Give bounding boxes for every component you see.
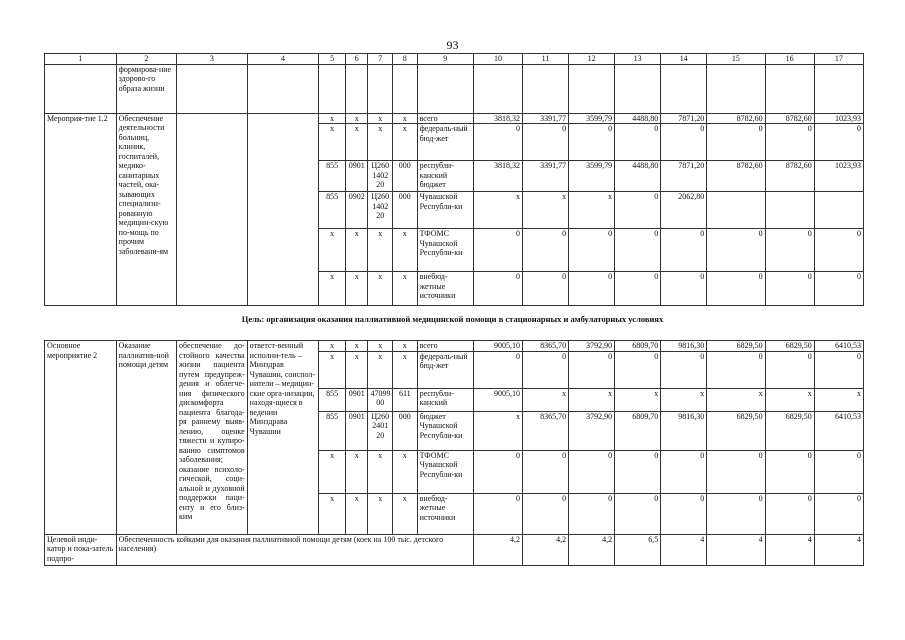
cell-value: 0	[707, 272, 765, 306]
cell-value: 0	[523, 229, 569, 272]
table-row	[45, 113, 864, 124]
cell-funding-source: всего	[417, 113, 473, 124]
column-header: 1	[45, 54, 117, 65]
column-header: 15	[707, 54, 765, 65]
cell-funding-source: республи-канский бюджет	[417, 161, 473, 192]
cell-empty	[345, 64, 368, 113]
cell-expense-type: 000	[393, 161, 418, 192]
indicator-value: 6,5	[615, 534, 661, 565]
cell-value: 3391,77	[523, 113, 569, 124]
column-header: 9	[417, 54, 473, 65]
measure-name: Мероприя-тие 1.2	[45, 113, 117, 306]
cell-value: 6829,50	[707, 411, 765, 450]
column-header: 10	[473, 54, 522, 65]
cell-value: x	[523, 388, 569, 411]
cell-target-article: 47099 00	[368, 388, 393, 411]
cell-value: 0	[615, 272, 661, 306]
cell-value: 9005,10	[473, 388, 522, 411]
cell-value: 0	[661, 124, 707, 161]
cell-funding-source: ТФОМС Чувашской Республи-ки	[417, 229, 473, 272]
cell-section: x	[345, 124, 368, 161]
cell-empty	[247, 113, 319, 306]
measure-description: обеспечение до-стойного качества жизни пациента путем предупреж-дения и облегче-ния физического дискомфорта пациента благода-ря раннему выяв-лению, оценке тяжести и купиро-ванию симптомов заболевания; оказание психоло-гической, соци-альной и духовной поддержки паци-енту и его близ-ким	[177, 341, 248, 535]
cell-value: 8782,60	[765, 113, 814, 124]
cell-value: x	[707, 388, 765, 411]
cell-value: 0	[569, 351, 615, 388]
indicator-value: 4	[661, 534, 707, 565]
column-header: 8	[393, 54, 418, 65]
column-header: 6	[345, 54, 368, 65]
cell-value: 3818,32	[473, 113, 522, 124]
indicator-label: Целевой инди-катор и пока-затель подпро-	[45, 534, 117, 565]
cell-value: 3599,79	[569, 113, 615, 124]
cell-value: 0	[814, 124, 863, 161]
cell-empty	[569, 64, 615, 113]
cell-value: 0	[707, 229, 765, 272]
cell-value: 0	[707, 493, 765, 534]
indicator-row	[45, 534, 864, 565]
cell-value: 0	[707, 450, 765, 493]
cell-value: x	[615, 388, 661, 411]
cell-value: 0	[569, 124, 615, 161]
column-header: 16	[765, 54, 814, 65]
cell-value: 0	[765, 229, 814, 272]
cell-funding-source: внебюд-жетные источники	[417, 493, 473, 534]
responsible-executor: ответст-венный исполни-тель – Минздрав Чувашии, соиспол-нители – медицин-ские орга-низации, находя-щиеся в ведении Минздрава Чувашии	[247, 341, 319, 535]
cell-section: x	[345, 341, 368, 352]
cell-value: 6809,70	[615, 411, 661, 450]
column-header: 7	[368, 54, 393, 65]
cell-value	[814, 192, 863, 229]
column-header: 5	[319, 54, 346, 65]
cell-target-article: Ц260 1402 20	[368, 192, 393, 229]
cell-value: 0	[765, 493, 814, 534]
cell-empty	[814, 64, 863, 113]
cell-grbs: 855	[319, 411, 346, 450]
cell-grbs: x	[319, 124, 346, 161]
cell-value: 0	[473, 351, 522, 388]
cell-empty	[707, 64, 765, 113]
cell-funding-source: бюджет Чувашской Республи-ки	[417, 411, 473, 450]
cell-value: 0	[569, 493, 615, 534]
cell-grbs: x	[319, 351, 346, 388]
cell-expense-type: x	[393, 341, 418, 352]
column-header: 2	[116, 54, 176, 65]
cell-value: 0	[814, 450, 863, 493]
cell-value	[765, 192, 814, 229]
cell-value: 7871,20	[661, 113, 707, 124]
cell-value: 9816,30	[661, 341, 707, 352]
cell-target-article: x	[368, 450, 393, 493]
cell-target-article: x	[368, 124, 393, 161]
cell-value: 6829,50	[765, 411, 814, 450]
cell-value: 0	[569, 272, 615, 306]
indicator-value: 4	[707, 534, 765, 565]
cell-value: 3818,32	[473, 161, 522, 192]
cell-empty	[615, 64, 661, 113]
cell-value: 0	[765, 450, 814, 493]
cell-value: 0	[523, 124, 569, 161]
cell-value: 3599,79	[569, 161, 615, 192]
cell-expense-type: x	[393, 351, 418, 388]
cell-grbs: 855	[319, 388, 346, 411]
cell-target-article: x	[368, 113, 393, 124]
cell-value: 0	[615, 124, 661, 161]
column-header: 11	[523, 54, 569, 65]
cell-expense-type: x	[393, 272, 418, 306]
cell-value: 0	[473, 272, 522, 306]
cell-value: 0	[615, 192, 661, 229]
cell-value: 0	[473, 493, 522, 534]
column-header: 13	[615, 54, 661, 65]
cell-value: 0	[615, 450, 661, 493]
cell-value: 0	[707, 351, 765, 388]
cell-value: 7871,20	[661, 161, 707, 192]
cell-value: 3792,90	[569, 411, 615, 450]
cell-value: 8782,60	[707, 161, 765, 192]
cell-value: 6410,53	[814, 411, 863, 450]
indicator-value: 4,2	[523, 534, 569, 565]
cell-grbs: 855	[319, 192, 346, 229]
cell-value: x	[569, 388, 615, 411]
measure-title: Оказание паллиатив-ной помощи детям	[116, 341, 176, 535]
cell-funding-source: Чувашской Республи-ки	[417, 192, 473, 229]
cell-value: 0	[707, 124, 765, 161]
cell-value: 9816,30	[661, 411, 707, 450]
cell-value: 8365,70	[523, 341, 569, 352]
cell-target-article: x	[368, 229, 393, 272]
cell-value: x	[473, 192, 522, 229]
indicator-text: Обеспеченность койками для оказания паллиативной помощи детям (коек на 100 тыс. детского населения)	[116, 534, 473, 565]
cell-empty	[177, 64, 248, 113]
cell-value: 0	[661, 351, 707, 388]
indicator-value: 4,2	[473, 534, 522, 565]
cell-empty	[319, 64, 346, 113]
cell-value: 8782,60	[765, 161, 814, 192]
cell-value: 0	[765, 272, 814, 306]
cell-section: x	[345, 450, 368, 493]
cell-value: 0	[814, 272, 863, 306]
cell-section: 0901	[345, 161, 368, 192]
cell-expense-type: x	[393, 124, 418, 161]
cell-empty	[368, 64, 393, 113]
cell-value: 0	[473, 124, 522, 161]
cell-value: 0	[661, 229, 707, 272]
cell-section: x	[345, 272, 368, 306]
column-header: 14	[661, 54, 707, 65]
cell-funding-source: республи-канский	[417, 388, 473, 411]
cell-continued-text: формирова-ние здорово-го образа жизни	[116, 64, 176, 113]
table-row	[45, 341, 864, 352]
cell-value: 0	[523, 450, 569, 493]
cell-value: 0	[523, 351, 569, 388]
cell-empty	[661, 64, 707, 113]
cell-grbs: x	[319, 113, 346, 124]
indicator-value: 4	[765, 534, 814, 565]
cell-value: 0	[523, 493, 569, 534]
cell-value: 4488,80	[615, 161, 661, 192]
cell-value: 1023,93	[814, 113, 863, 124]
cell-grbs: 855	[319, 161, 346, 192]
cell-value: 3792,90	[569, 341, 615, 352]
cell-value: 0	[615, 493, 661, 534]
cell-section: x	[345, 351, 368, 388]
cell-empty	[247, 64, 319, 113]
cell-grbs: x	[319, 341, 346, 352]
cell-expense-type: x	[393, 450, 418, 493]
cell-value: 8365,70	[523, 411, 569, 450]
cell-value: 6829,50	[765, 341, 814, 352]
cell-value: 0	[569, 450, 615, 493]
cell-target-article: Ц260 1402 20	[368, 161, 393, 192]
budget-table-top	[44, 53, 864, 306]
goal-heading: Цель: организация оказания паллиативной медицинской помощи в стационарных и амбулаторных условиях	[241, 314, 664, 324]
cell-value: x	[473, 411, 522, 450]
column-header: 12	[569, 54, 615, 65]
cell-value: x	[523, 192, 569, 229]
cell-value: 0	[765, 351, 814, 388]
measure-name: Основное мероприятие 2	[45, 341, 117, 535]
cell-empty	[393, 64, 418, 113]
cell-section: x	[345, 113, 368, 124]
cell-value	[707, 192, 765, 229]
cell-funding-source: внебюд-жетные источники	[417, 272, 473, 306]
cell-grbs: x	[319, 493, 346, 534]
cell-empty	[177, 113, 248, 306]
cell-empty	[45, 64, 117, 113]
cell-grbs: x	[319, 229, 346, 272]
cell-empty	[473, 64, 522, 113]
cell-target-article: x	[368, 341, 393, 352]
cell-empty	[523, 64, 569, 113]
cell-value: 0	[473, 450, 522, 493]
cell-value: 9005,10	[473, 341, 522, 352]
cell-empty	[765, 64, 814, 113]
cell-value: x	[569, 192, 615, 229]
cell-value: x	[661, 388, 707, 411]
cell-target-article: x	[368, 272, 393, 306]
cell-value: 0	[523, 272, 569, 306]
cell-value: 0	[661, 450, 707, 493]
measure-description: Обеспечение деятельности больниц, клиник, госпиталей, медико-санитарных частей, ока-зывающих специализи-рованную медицин-скую по-мощь по прочим заболевани-ям	[116, 113, 176, 306]
cell-value: 0	[569, 229, 615, 272]
cell-section: 0901	[345, 388, 368, 411]
cell-grbs: x	[319, 450, 346, 493]
cell-expense-type: x	[393, 493, 418, 534]
cell-value: 0	[814, 351, 863, 388]
cell-expense-type: 611	[393, 388, 418, 411]
indicator-value: 4	[814, 534, 863, 565]
cell-value: 0	[814, 229, 863, 272]
cell-value: 0	[814, 493, 863, 534]
cell-value: 0	[615, 351, 661, 388]
cell-value: 8782,60	[707, 113, 765, 124]
cell-value: 6829,50	[707, 341, 765, 352]
column-header: 17	[814, 54, 863, 65]
cell-grbs: x	[319, 272, 346, 306]
cell-value: 3391,77	[523, 161, 569, 192]
cell-expense-type: 000	[393, 192, 418, 229]
column-header: 4	[247, 54, 319, 65]
page-number: 93	[446, 38, 459, 52]
cell-empty	[417, 64, 473, 113]
cell-section: 0901	[345, 411, 368, 450]
cell-section: x	[345, 493, 368, 534]
cell-value: 0	[615, 229, 661, 272]
cell-value: 2062,80	[661, 192, 707, 229]
column-header: 3	[177, 54, 248, 65]
cell-value: 0	[661, 272, 707, 306]
cell-value: x	[814, 388, 863, 411]
cell-funding-source: ТФОМС Чувашской Республи-ки	[417, 450, 473, 493]
cell-value: 6809,70	[615, 341, 661, 352]
cell-value: 4488,80	[615, 113, 661, 124]
cell-target-article: x	[368, 351, 393, 388]
budget-table-bottom	[44, 340, 864, 566]
cell-value: x	[765, 388, 814, 411]
cell-value: 0	[661, 493, 707, 534]
cell-value: 1023,93	[814, 161, 863, 192]
cell-value: 0	[473, 229, 522, 272]
cell-expense-type: 000	[393, 411, 418, 450]
cell-section: 0902	[345, 192, 368, 229]
indicator-value: 4,2	[569, 534, 615, 565]
cell-funding-source: всего	[417, 341, 473, 352]
cell-funding-source: федераль-ный бюд-жет	[417, 124, 473, 161]
cell-target-article: x	[368, 493, 393, 534]
cell-section: x	[345, 229, 368, 272]
cell-funding-source: федераль-ный бюд-жет	[417, 351, 473, 388]
cell-value: 0	[765, 124, 814, 161]
cell-expense-type: x	[393, 229, 418, 272]
cell-value: 6410,53	[814, 341, 863, 352]
cell-expense-type: x	[393, 113, 418, 124]
cell-target-article: Ц260 2401 20	[368, 411, 393, 450]
